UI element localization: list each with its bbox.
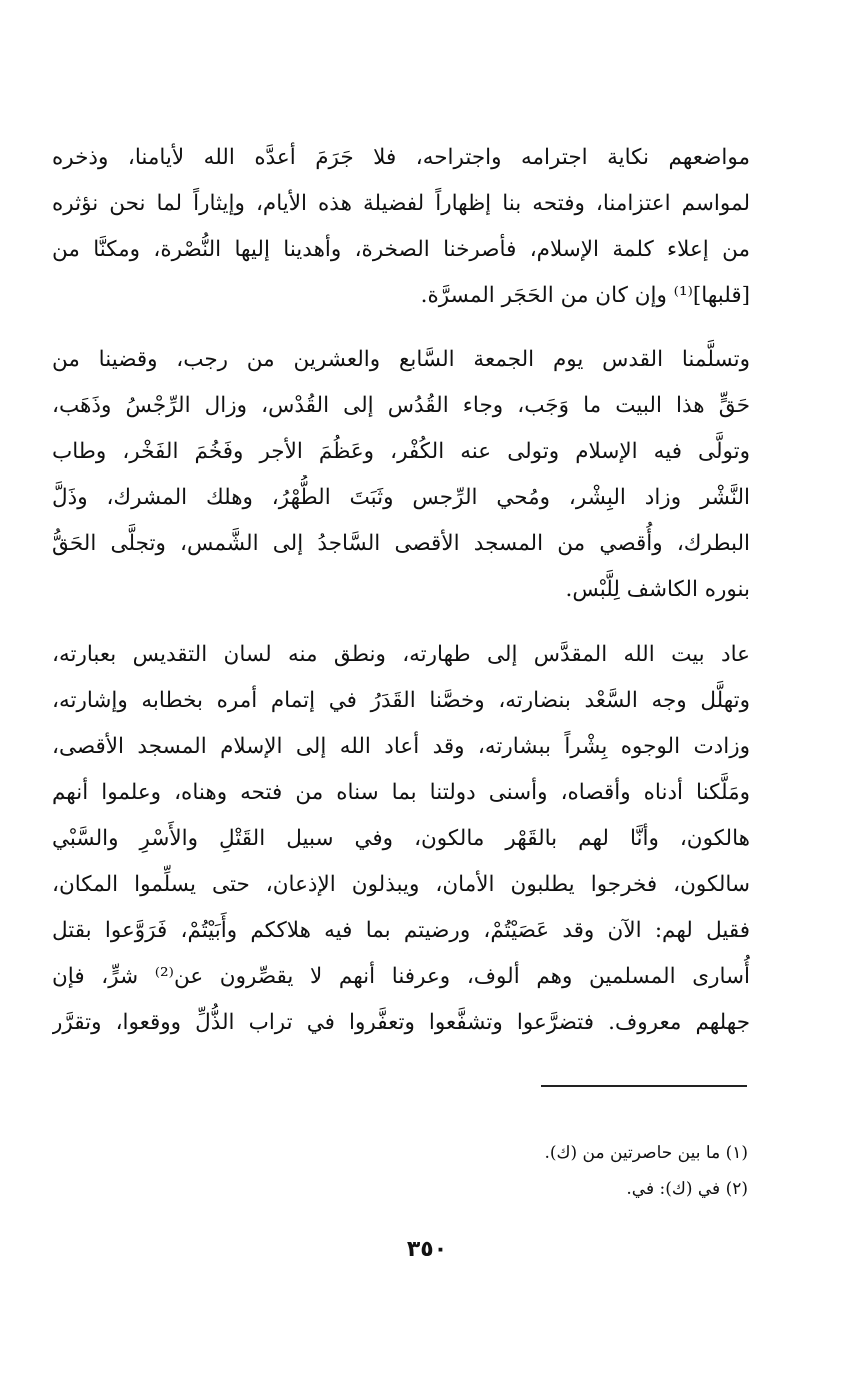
text-line: عاد بيت الله المقدَّس إلى طهارته، ونطق منه لسان التقديس بعبارته، xyxy=(52,642,750,667)
text-line: النَّشْر وزاد البِشْر، ومُحي الرِّجس وثَبَتَ الطُّهْرُ، وهلك المشرك، وذَلَّ xyxy=(52,485,750,510)
text-line: سالكون، فخرجوا يطلبون الأمان، ويبذلون الإذعان، حتى يسلِّموا المكان، xyxy=(52,872,750,897)
text-line: وتسلَّمنا القدس يوم الجمعة السَّابع والعشرين من رجب، وقضينا من xyxy=(52,347,750,372)
text-line: من إعلاء كلمة الإسلام، فأصرخنا الصخرة، وأهدينا إليها النُّصْرة، ومكنَّا من xyxy=(52,237,750,262)
footnote-1: (١) ما بين حاصرتين من (ك). xyxy=(544,1143,748,1163)
text-line: أُسارى المسلمين وهم ألوف، وعرفنا أنهم لا يقصِّرون عن⁽²⁾ شرٍّ، فإن xyxy=(52,964,750,989)
footnote-separator xyxy=(541,1085,747,1087)
text-line: هالكون، وأنَّا لهم بالقَهْر مالكون، وفي سبيل القَتْلِ والأَسْرِ والسَّبْي xyxy=(52,826,750,851)
text-line: حَقٍّ هذا البيت ما وَجَب، وجاء القُدُس إلى القُدْس، وزال الرِّجْسُ وذَهَب، xyxy=(52,393,750,418)
text-line: البطرك، وأُقصي من المسجد الأقصى السَّاجدُ إلى الشَّمس، وتجلَّى الحَقُّ xyxy=(52,531,750,556)
text-line: وتهلَّل وجه السَّعْد بنضارته، وخصَّنا القَدَرُ في إتمام أمره بخطابه وإشارته، xyxy=(52,688,750,713)
text-line: [قلبها]⁽¹⁾ وإن كان من الحَجَر المسرَّة. xyxy=(420,283,750,308)
text-line: ومَلَّكنا أدناه وأقصاه، وأسنى دولتنا بما سناه من فتحه وهناه، وعلموا أنهم xyxy=(52,780,750,805)
text-line: مواضعهم نكاية اجترامه واجتراحه، فلا جَرَمَ أعدَّه الله لأيامنا، وذخره xyxy=(52,145,750,170)
text-line: وزادت الوجوه بِشْراً ببشارته، وقد أعاد الله إلى الإسلام المسجد الأقصى، xyxy=(52,734,750,759)
text-line: بنوره الكاشف لِلَّبْس. xyxy=(565,577,750,602)
text-line: لمواسم اعتزامنا، وفتحه بنا إظهاراً لفضيلة هذه الأيام، وإيثاراً لما نحن نؤثره xyxy=(52,191,750,216)
text-line: جهلهم معروف. فتضرَّعوا وتشفَّعوا وتعفَّروا في تراب الذُّلِّ ووقعوا، وتقرَّر xyxy=(52,1010,750,1035)
text-line: وتولَّى فيه الإسلام وتولى عنه الكُفْر، وعَظُمَ الأجر وفَخُمَ الفَخْر، وطاب xyxy=(52,439,750,464)
footnote-2: (٢) في (ك): في. xyxy=(626,1179,748,1199)
text-line: فقيل لهم: الآن وقد عَصَيْتُمْ، ورضيتم بما فيه هلاككم وأَبَيْتُمْ، فَرَوَّعوا بقتل xyxy=(52,918,750,943)
page-number: ٣٥٠ xyxy=(406,1237,448,1262)
